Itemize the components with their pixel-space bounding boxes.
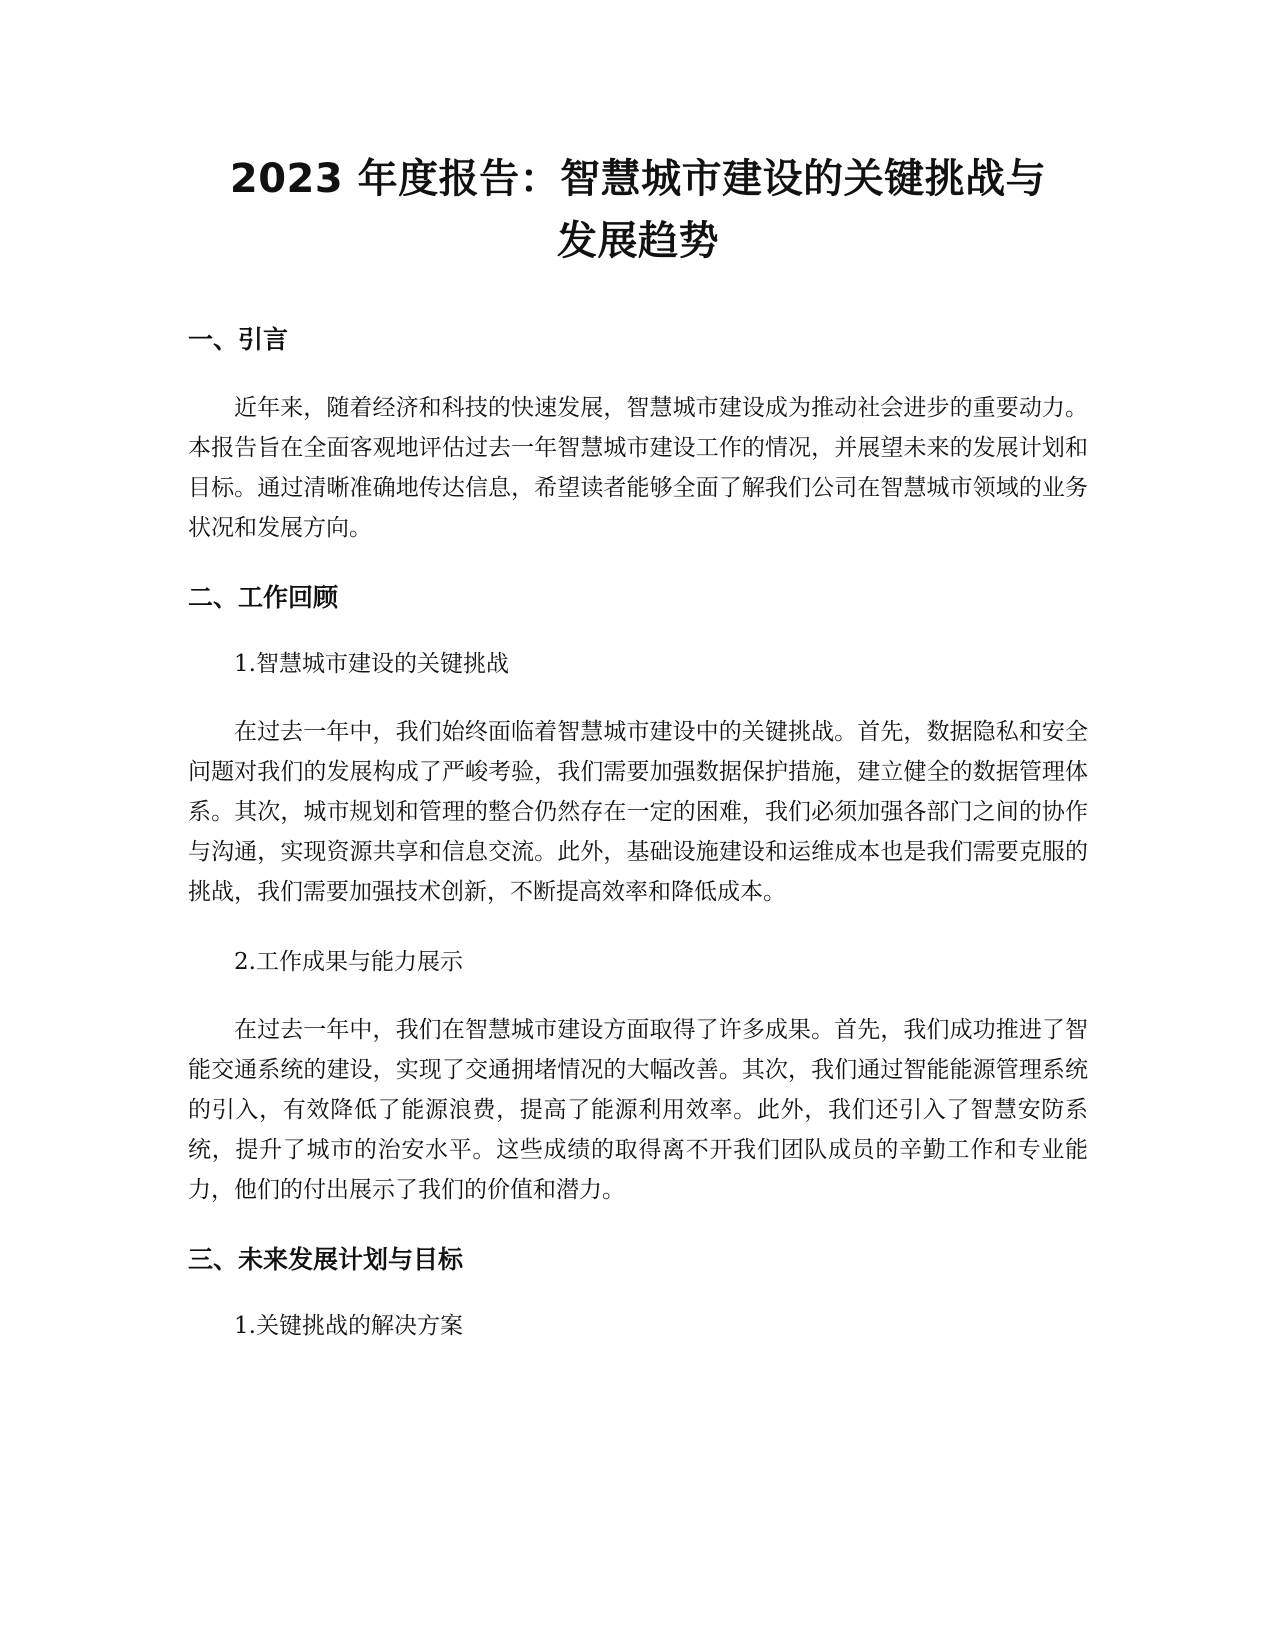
section-heading-future-plans: 三、未来发展计划与目标 <box>188 1245 464 1274</box>
subsection-title-solutions: 1.关键挑战的解决方案 <box>234 1313 463 1339</box>
document-page <box>188 148 1088 1344</box>
title-line-1: 2023 年度报告：智慧城市建设的关键挑战与 <box>229 156 1047 202</box>
section-heading-work-review: 二、工作回顾 <box>188 583 339 612</box>
achievements-paragraph: 在过去一年中，我们在智慧城市建设方面取得了许多成果。首先，我们成功推进了智能交通系统的建设，实现了交通拥堵情况的大幅改善。其次，我们通过智能能源管理系统的引入，有效降低了能源浪费，提高了能源利用效率。此外，我们还引入了智慧安防系统，提升了城市的治安水平。这些成绩的取得离不开我们团队成员的辛勤工作和专业能力，他们的付出展示了我们的价值和潜力。 <box>188 1017 1088 1203</box>
document-title <box>188 148 1088 272</box>
section-heading-introduction: 一、引言 <box>188 325 289 354</box>
title-line-2: 发展趋势 <box>557 218 719 264</box>
introduction-paragraph: 近年来，随着经济和科技的快速发展，智慧城市建设成为推动社会进步的重要动力。本报告旨在全面客观地评估过去一年智慧城市建设工作的情况，并展望未来的发展计划和目标。通过清晰准确地传达信息，希望读者能够全面了解我们公司在智慧城市领域的业务状况和发展方向。 <box>188 395 1088 541</box>
subsection-title-key-challenges: 1.智慧城市建设的关键挑战 <box>234 651 509 677</box>
key-challenges-paragraph: 在过去一年中，我们始终面临着智慧城市建设中的关键挑战。首先，数据隐私和安全问题对我们的发展构成了严峻考验，我们需要加强数据保护措施，建立健全的数据管理体系。其次，城市规划和管理的整合仍然存在一定的困难，我们必须加强各部门之间的协作与沟通，实现资源共享和信息交流。此外，基础设施建设和运维成本也是我们需要克服的挑战，我们需要加强技术创新，不断提高效率和降低成本。 <box>188 719 1088 905</box>
subsection-title-achievements: 2.工作成果与能力展示 <box>234 949 463 975</box>
